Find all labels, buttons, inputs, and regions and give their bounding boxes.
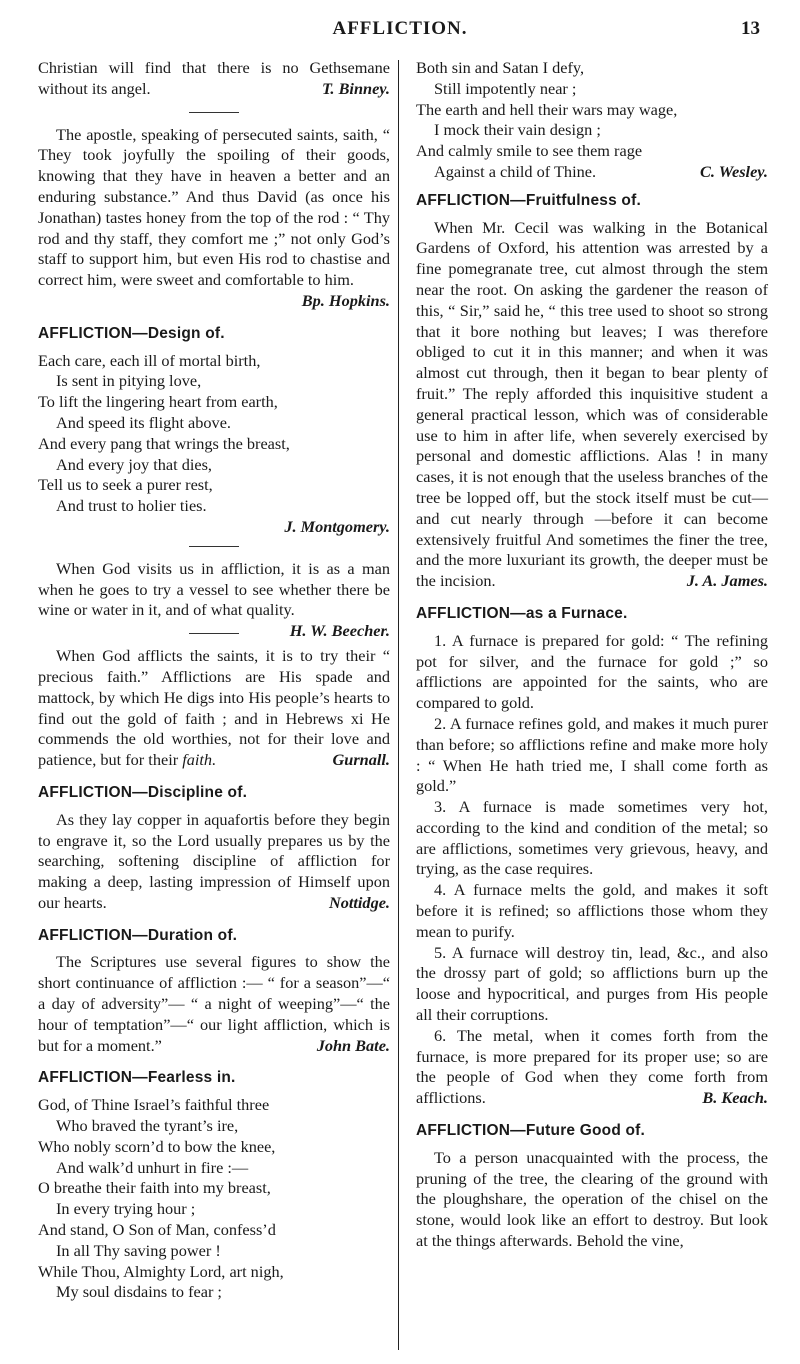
separator-rule bbox=[189, 633, 239, 634]
discipline-text: As they lay copper in aquafortis before they begin to engrave it, so the Lord usually prepares us by the searching, softening discipline of affliction for making a deep, lasting impression of Himself upon our hearts. bbox=[38, 809, 390, 912]
verse-line: Both sin and Satan I defy, bbox=[416, 58, 585, 77]
attribution: Gurnall. bbox=[332, 750, 390, 770]
right-column bbox=[416, 58, 768, 1264]
separator-rule bbox=[189, 546, 239, 547]
entry-text bbox=[38, 646, 390, 771]
verse-line: Who nobly scorn’d to bow the knee, bbox=[38, 1136, 276, 1156]
poem-fearless-continued bbox=[416, 58, 768, 183]
verse-line: God, of Thine Israel’s faithful three bbox=[38, 1095, 270, 1115]
list-item: 4. A furnace melts the gold, and makes it soft before it is refined; so afflictions those whom they mean to purify. bbox=[416, 880, 768, 941]
emphasis-word: faith. bbox=[182, 750, 217, 770]
attribution: B. Keach. bbox=[702, 1088, 768, 1108]
entry-apostle bbox=[38, 125, 390, 312]
entry-text bbox=[38, 952, 390, 1056]
separator-rule bbox=[189, 112, 239, 113]
entry-future bbox=[416, 1148, 768, 1252]
entry-text: The apostle, speaking of persecuted saints, saith, “ They took joyfully the spoiling of their goods, knowing that they have in heaven a better and an enduring substance.” And thus David (as once his Jonathan) tastes honey from the top of the rod : “ Thy rod and thy staff, they comfort me ;” not only God’s staff to support him, but even His rod to chastise and correct him, were sweet and comfortable to him. bbox=[38, 124, 390, 290]
verse-line-text: Against a child of Thine. bbox=[434, 161, 597, 181]
entry-text bbox=[416, 218, 768, 592]
verse-line: To lift the lingering heart from earth, bbox=[38, 392, 278, 412]
section-heading-fruitfulness: AFFLICTION—Fruitfulness of. bbox=[416, 191, 641, 209]
afflicts-text: When God afflicts the saints, it is to try their “ precious faith.” Afflictions are His spade and mattock, by which He digs into His people’s hearts to find out the gold of faith ; and in Hebrews xi He commends the old worthies, not for their love and patience, but for their bbox=[38, 646, 390, 770]
entry-text bbox=[38, 810, 390, 914]
list-item: 1. A furnace is prepared for gold: “ The refining pot for silver, and the furnace for gold ;” so afflictions are appointed for the saints, who are compared to gold. bbox=[416, 630, 768, 713]
entry-text bbox=[38, 58, 390, 100]
list-item-text: 6. The metal, when it comes forth from the furnace, is more prepared for its proper use; so are the people of God when they come forth from afflictions. bbox=[416, 1025, 768, 1108]
running-header bbox=[36, 18, 764, 46]
attribution: T. Binney. bbox=[321, 78, 390, 98]
duration-text: The Scriptures use several figures to show the short continuance of affliction :— “ for a season”—“ a day of adversity”— “ a night of weeping”—“ the hour of temptation”—“ our light affliction, which is but for a moment.” bbox=[38, 952, 390, 1055]
list-item: 5. A furnace will destroy tin, lead, &c., and also the drossy part of gold; so afflictions burn up the loose and hypocritical, and purges from His people all their corruptions. bbox=[416, 942, 768, 1025]
verse-line: The earth and hell their wars may wage, bbox=[416, 99, 678, 119]
attribution: John Bate. bbox=[316, 1035, 390, 1055]
entry-duration bbox=[38, 952, 390, 1056]
attribution: J. A. James. bbox=[686, 571, 768, 591]
attribution: C. Wesley. bbox=[700, 161, 768, 181]
verse-line: And stand, O Son of Man, confess’d bbox=[38, 1220, 276, 1240]
column-divider bbox=[398, 60, 399, 1350]
entry-text bbox=[38, 558, 390, 641]
verse-line: Is sent in pitying love, bbox=[56, 371, 202, 391]
verse-line: My soul disdains to fear ; bbox=[56, 1282, 222, 1302]
verse-line: Each care, each ill of mortal birth, bbox=[38, 350, 261, 370]
poem-fearless bbox=[38, 1095, 390, 1303]
section-heading-future: AFFLICTION—Future Good of. bbox=[416, 1122, 646, 1140]
entry-text: To a person unacquainted with the process, the pruning of the tree, the clearing of the ground with the ploughshare, the operation of the chisel on the stone, would look like an effort to destroy. But look at the things afterwards. Behold the vine, bbox=[416, 1147, 768, 1251]
list-item: 2. A furnace refines gold, and makes it much purer than before; so afflictions refine and make more holy : “ When He hath tried me, I shall come forth as gold.” bbox=[416, 713, 768, 796]
verse-line: In all Thy saving power ! bbox=[56, 1240, 221, 1260]
entry-furnace bbox=[416, 631, 768, 1109]
verse-line bbox=[416, 162, 768, 183]
visits-text: When God visits us in affliction, it is as a man when he goes to try a vessel to see whether there be wine or water in it, and of what quality. bbox=[38, 558, 390, 620]
attribution: Bp. Hopkins. bbox=[301, 290, 390, 310]
section-heading-duration: AFFLICTION—Duration of. bbox=[38, 926, 238, 944]
attribution: H. W. Beecher. bbox=[289, 621, 390, 641]
verse-line: And every pang that wrings the breast, bbox=[38, 433, 290, 453]
section-heading-discipline: AFFLICTION—Discipline of. bbox=[38, 783, 248, 801]
attribution: J. Montgomery. bbox=[284, 516, 390, 536]
entry-afflicts bbox=[38, 646, 390, 771]
poem-design bbox=[38, 351, 390, 517]
verse-line: Who braved the tyrant’s ire, bbox=[56, 1116, 239, 1136]
fruitfulness-text: When Mr. Cecil was walking in the Botanical Gardens of Oxford, his attention was arrested by a fine pomegranate tree, cut almost through the stem near the root. On asking the gardener the reason of this, “ Sir,” said he, “ this tree used to shoot so strong that it bore nothing but leaves; I was therefore obliged to cut it in this manner; and when it was almost cut through, then it began to bear plenty of fruit.” The reply afforded this inquisitive student a general practical lesson, which was of considerable use to him in after life, when severely exercised by personal and domestic afflictions. Alas ! in many cases, it is not enough that the useless branches of the tree be lopped off, but the stock itself must be cut—and cut nearly through —before it can become extensively fruitful And sometimes the finer the tree, and the more luxuriant its growth, the deeper must be the incision. bbox=[416, 217, 768, 591]
verse-line: While Thou, Almighty Lord, art nigh, bbox=[38, 1261, 284, 1281]
verse-line: In every trying hour ; bbox=[56, 1199, 196, 1219]
left-column bbox=[38, 58, 390, 1303]
attribution: Nottidge. bbox=[328, 892, 390, 912]
page-number: 13 bbox=[741, 18, 760, 39]
section-heading-furnace: AFFLICTION—as a Furnace. bbox=[416, 604, 628, 622]
verse-line: And calmly smile to see them rage bbox=[416, 141, 643, 161]
entry-intro bbox=[38, 58, 390, 100]
verse-line: Tell us to seek a purer rest, bbox=[38, 475, 213, 495]
verse-line: I mock their vain design ; bbox=[434, 120, 601, 140]
section-heading-fearless: AFFLICTION—Fearless in. bbox=[38, 1069, 236, 1087]
verse-line: And every joy that dies, bbox=[56, 454, 212, 474]
verse-line: And trust to holier ties. bbox=[56, 496, 207, 516]
verse-line: And walk’d unhurt in fire :— bbox=[56, 1157, 249, 1177]
page-title: AFFLICTION. bbox=[332, 18, 468, 39]
list-item: 3. A furnace is made sometimes very hot, according to the kind and condition of the metal; so are afflictions, sometimes very grievous, heavy, and trying, as the case requires. bbox=[416, 797, 768, 879]
entry-discipline bbox=[38, 810, 390, 914]
verse-line: Still impotently near ; bbox=[434, 78, 577, 98]
section-heading-design: AFFLICTION—Design of. bbox=[38, 324, 225, 342]
verse-line: O breathe their faith into my breast, bbox=[38, 1178, 271, 1198]
list-item bbox=[416, 1026, 768, 1109]
verse-line: And speed its flight above. bbox=[56, 412, 231, 432]
intro-text: Christian will find that there is no Gethsemane without its angel. bbox=[38, 58, 390, 98]
entry-visits bbox=[38, 558, 390, 641]
entry-fruitfulness bbox=[416, 218, 768, 592]
